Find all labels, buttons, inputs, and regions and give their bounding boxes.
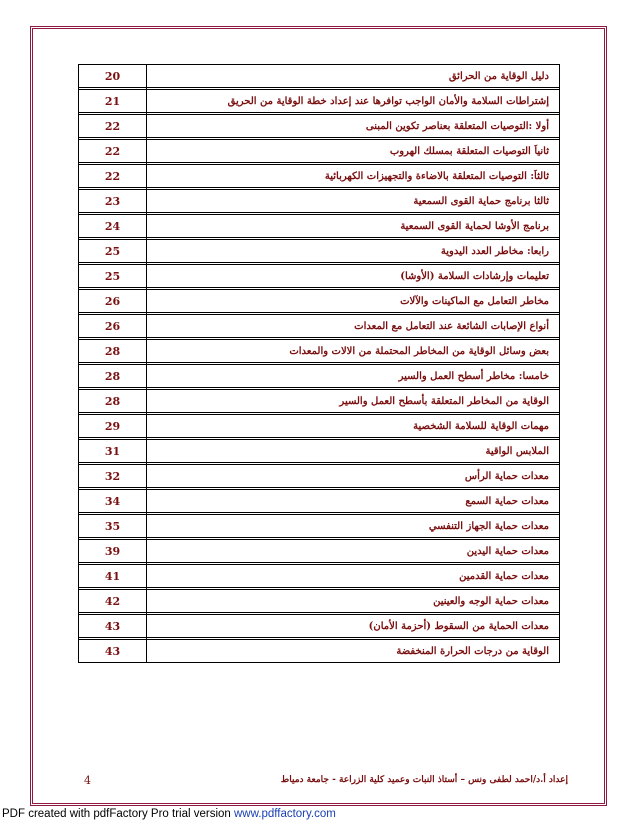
toc-page-number: 32 [79,465,147,488]
toc-row [79,415,560,438]
toc-row [79,390,560,413]
toc-page-number: 43 [79,615,147,638]
toc-row [79,340,560,363]
toc-row [79,315,560,338]
toc-page-number: 28 [79,365,147,388]
toc-page-number: 24 [79,215,147,238]
toc-title: الوقاية من درجات الحرارة المنخفضة [147,640,560,663]
toc-row [79,190,560,213]
toc-title: ثالثاَ: التوصيات المتعلقة بالاضاءة والتجهيزات الكهربائية [147,165,560,188]
toc-title: معدات حماية الوجه والعينين [147,590,560,613]
toc-title: خامسا: مخاطر أسطح العمل والسير [147,365,560,388]
toc-page-number: 20 [79,65,147,88]
toc-title: الوقاية من المخاطر المتعلقة بأسطح العمل والسير [147,390,560,413]
toc-row [79,490,560,513]
toc-row [79,590,560,613]
toc-title: أنواع الإصابات الشائعة عند التعامل مع المعدات [147,315,560,338]
toc-row [79,165,560,188]
toc-row [79,65,560,88]
toc-row [79,90,560,113]
toc-page-number: 35 [79,515,147,538]
toc-title: معدات الحماية من السقوط (أحزمة الأمان) [147,615,560,638]
toc-page-number: 28 [79,390,147,413]
toc-row [79,540,560,563]
toc-row [79,640,560,663]
pdf-watermark [2,808,336,820]
toc-title: تعليمات وإرشادات السلامة (الأوشا) [147,265,560,288]
toc-page-number: 41 [79,565,147,588]
toc-page-number: 22 [79,140,147,163]
toc-page-number: 25 [79,240,147,263]
toc-row [79,440,560,463]
toc-title: معدات حماية السمع [147,490,560,513]
toc-row [79,465,560,488]
toc-title: بعض وسائل الوقاية من المخاطر المحتملة من الالات والمعدات [147,340,560,363]
toc-row [79,565,560,588]
toc-page-number: 22 [79,165,147,188]
toc-row [79,365,560,388]
toc-title: دليل الوقاية من الحرائق [147,65,560,88]
toc-page-number: 31 [79,440,147,463]
toc-row [79,215,560,238]
toc-page-number: 22 [79,115,147,138]
toc-title: معدات حماية الرأس [147,465,560,488]
toc-page-number: 26 [79,290,147,313]
toc-page-number: 23 [79,190,147,213]
toc-page-number: 43 [79,640,147,663]
toc-page-number: 28 [79,340,147,363]
toc-page-number: 39 [79,540,147,563]
toc-title: ثانياَ التوصيات المتعلقة بمسلك الهروب [147,140,560,163]
toc-title: برنامج الأوشا لحماية القوى السمعية [147,215,560,238]
toc-title: إشتراطات السلامة والأمان الواجب توافرها عند إعداد خطة الوقاية من الحريق [147,90,560,113]
toc-title: ثالثا برنامج حماية القوى السمعية [147,190,560,213]
toc-row [79,265,560,288]
toc-row [79,240,560,263]
table-of-contents [78,64,560,663]
toc-row [79,615,560,638]
toc-title: معدات حماية الجهاز التنفسي [147,515,560,538]
author-credit: إعداد أ.د/احمد لطفى ونس – أستاذ النبات وعميد كلية الزراعة - جامعة دمياط [280,775,568,785]
toc-page-number: 34 [79,490,147,513]
toc-title: معدات حماية اليدين [147,540,560,563]
toc-row [79,515,560,538]
toc-title: رابعا: مخاطر العدد اليدوية [147,240,560,263]
toc-page-number: 21 [79,90,147,113]
toc-title: مخاطر التعامل مع الماكينات والآلات [147,290,560,313]
pdf-watermark-text: PDF created with pdfFactory Pro trial version [2,808,234,820]
toc-title: أولا :التوصيات المتعلقة بعناصر تكوين المبنى [147,115,560,138]
toc-row [79,290,560,313]
toc-row [79,115,560,138]
toc-page-number: 26 [79,315,147,338]
toc-page-number: 25 [79,265,147,288]
toc-row [79,140,560,163]
toc-title: معدات حماية القدمين [147,565,560,588]
page-number: 4 [84,774,91,787]
pdf-watermark-link[interactable]: www.pdffactory.com [234,808,336,820]
toc-title: مهمات الوقاية للسلامة الشخصية [147,415,560,438]
toc-page-number: 42 [79,590,147,613]
toc-title: الملابس الواقية [147,440,560,463]
toc-page-number: 29 [79,415,147,438]
